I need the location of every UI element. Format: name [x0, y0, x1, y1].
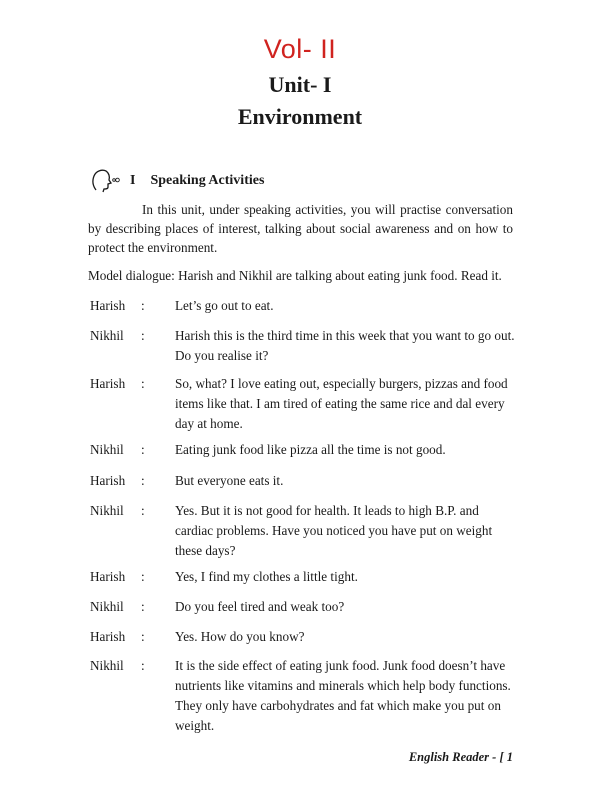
separator: : — [141, 569, 145, 584]
speaker-name: Nikhil — [90, 503, 124, 518]
dialogue-line: Eating junk food like pizza all the time is not good. — [175, 442, 446, 457]
dialogue-line: Let’s go out to eat. — [175, 298, 274, 313]
speaker-name: Harish — [90, 473, 126, 488]
separator: : — [141, 298, 145, 313]
speaker-name: Nikhil — [90, 599, 124, 614]
volume-title: Vol- II — [263, 34, 337, 64]
separator: : — [141, 376, 145, 391]
speaking-head-icon — [90, 168, 120, 194]
intro-paragraph: In this unit, under speaking activities, you will practise conversation by describing places of interest, talking about social awareness and on how to protect the environment. — [88, 202, 513, 255]
separator: : — [141, 328, 145, 343]
separator: : — [141, 473, 145, 488]
dialogue-line: It is the side effect of eating junk food. Junk food doesn’t have nutrients like vitamins and minerals which help body functions. They only have carbohydrates and fat which make you put on weight. — [175, 658, 511, 733]
unit-title: Unit- I — [268, 72, 332, 97]
separator: : — [141, 442, 145, 457]
separator: : — [141, 658, 145, 673]
speaker-name: Harish — [90, 569, 126, 584]
model-dialogue-intro: Model dialogue: Harish and Nikhil are talking about eating junk food. Read it. — [88, 268, 502, 283]
dialogue-line: But everyone eats it. — [175, 473, 284, 488]
speaker-name: Harish — [90, 376, 126, 391]
page-footer: English Reader - [ 1 — [408, 750, 513, 764]
section-number: I — [130, 173, 136, 188]
speaker-name: Harish — [90, 629, 126, 644]
section-heading — [90, 168, 264, 194]
chapter-title: Environment — [237, 104, 363, 129]
section-label: Speaking Activities — [150, 173, 265, 188]
speaker-name: Nikhil — [90, 442, 124, 457]
separator: : — [141, 503, 145, 518]
dialogue-line: Yes, I find my clothes a little tight. — [175, 569, 358, 584]
separator: : — [141, 599, 145, 614]
speaker-name: Harish — [90, 298, 126, 313]
dialogue-line: So, what? I love eating out, especially burgers, pizzas and food items like that. I am tired of eating the same rice and dal every day at home. — [175, 376, 508, 431]
dialogue-line: Harish this is the third time in this week that you want to go out. Do you realise it? — [175, 328, 515, 363]
dialogue-line: Yes. But it is not good for health. It leads to high B.P. and cardiac problems. Have you noticed you have put on weight these days? — [175, 503, 493, 558]
dialogue-line: Yes. How do you know? — [175, 629, 305, 644]
separator: : — [141, 629, 145, 644]
speaker-name: Nikhil — [90, 328, 124, 343]
dialogue-line: Do you feel tired and weak too? — [175, 599, 345, 614]
speaker-name: Nikhil — [90, 658, 124, 673]
